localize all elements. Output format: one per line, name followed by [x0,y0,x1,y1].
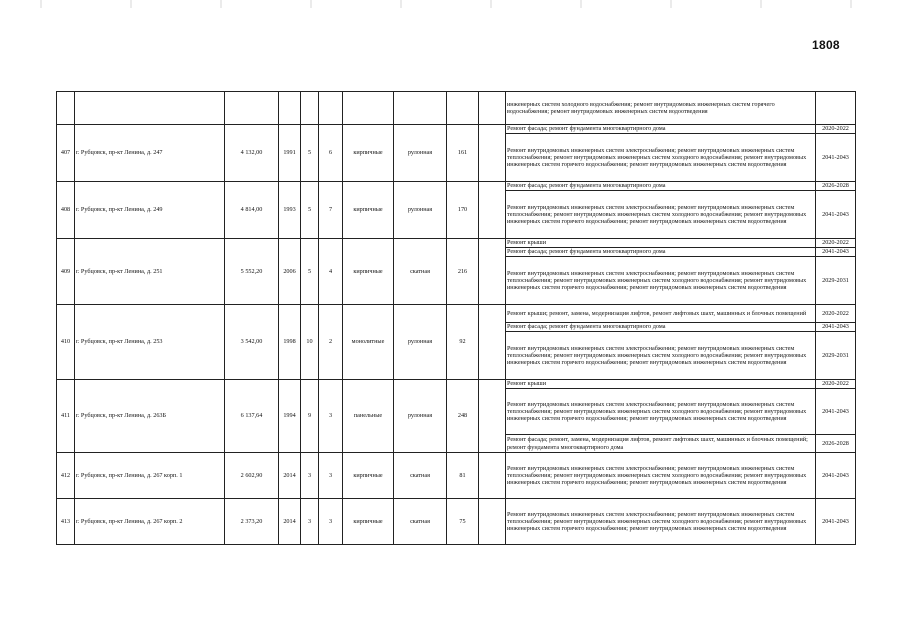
cell-roof: скатная [394,239,447,305]
cell-period: 2020-2022 [816,239,856,248]
cell-period: 2041-2043 [816,134,856,182]
cell-year: 2014 [279,499,301,545]
cell-area: 4 814,00 [225,182,279,239]
cell-area: 2 373,20 [225,499,279,545]
cell-residents: 161 [447,125,479,182]
cell-entrances: 3 [319,453,343,499]
cell-num [57,92,75,125]
cell-floors [301,92,319,125]
cell-works: Ремонт внутридомовых инженерных систем электроснабжения; ремонт внутридомовых инженерных систем теплоснабжения; ремонт внутридомовых инженерных систем холодного водоснабжения; ремонт внутридомовых инженерных систем горячего водоснабжения; ремонт внутридомовых инженерных систем водоотведения [506,389,816,435]
cell-blank [479,125,506,182]
cell-wall: кирпичные [343,125,394,182]
cell-num: 410 [57,305,75,380]
cell-period [816,92,856,125]
cell-roof: рулонная [394,182,447,239]
cell-period: 2041-2043 [816,453,856,499]
cell-works: Ремонт внутридомовых инженерных систем электроснабжения; ремонт внутридомовых инженерных систем теплоснабжения; ремонт внутридомовых инженерных систем холодного водоснабжения; ремонт внутридомовых инженерных систем горячего водоснабжения; ремонт внутридомовых инженерных систем водоотведения [506,453,816,499]
table-row [57,305,856,323]
cell-wall: кирпичные [343,239,394,305]
cell-residents: 92 [447,305,479,380]
cell-period: 2041-2043 [816,248,856,257]
cell-works: инженерных систем холодного водоснабжения; ремонт внутридомовых инженерных систем горячего водоснабжения; ремонт внутридомовых инженерных систем водоотведения [506,92,816,125]
cell-residents: 248 [447,380,479,453]
cell-address: г. Рубцовск, пр-кт Ленина, д. 267 корп. 2 [75,499,225,545]
cell-floors: 3 [301,499,319,545]
cell-area: 2 602,90 [225,453,279,499]
cell-period: 2041-2043 [816,323,856,332]
cell-num: 407 [57,125,75,182]
cell-period: 2020-2022 [816,380,856,389]
cell-year: 2006 [279,239,301,305]
cell-entrances: 4 [319,239,343,305]
cell-roof: скатная [394,499,447,545]
cell-roof: рулонная [394,380,447,453]
cell-period: 2026-2028 [816,435,856,453]
cell-works: Ремонт внутридомовых инженерных систем электроснабжения; ремонт внутридомовых инженерных систем теплоснабжения; ремонт внутридомовых инженерных систем холодного водоснабжения; ремонт внутридомовых инженерных систем горячего водоснабжения; ремонт внутридомовых инженерных систем водоотведения [506,191,816,239]
cell-address: г. Рубцовск, пр-кт Ленина, д. 267 корп. 1 [75,453,225,499]
cell-residents: 216 [447,239,479,305]
cell-works: Ремонт крыши; ремонт, замена, модернизация лифтов, ремонт лифтовых шахт, машинных и блочных помещений [506,305,816,323]
cell-wall: кирпичные [343,499,394,545]
cell-works: Ремонт внутридомовых инженерных систем электроснабжения; ремонт внутридомовых инженерных систем теплоснабжения; ремонт внутридомовых инженерных систем холодного водоснабжения; ремонт внутридомовых инженерных систем горячего водоснабжения; ремонт внутридомовых инженерных систем водоотведения [506,134,816,182]
cell-area: 5 552,20 [225,239,279,305]
cell-works: Ремонт фасада; ремонт фундамента многоквартирного дома [506,182,816,191]
cell-wall: панельные [343,380,394,453]
cell-year: 1998 [279,305,301,380]
cell-address [75,92,225,125]
cell-works: Ремонт фасада; ремонт фундамента многоквартирного дома [506,125,816,134]
cell-residents [447,92,479,125]
table-row [57,453,856,499]
cell-blank [479,453,506,499]
cell-works: Ремонт фасада; ремонт фундамента многоквартирного дома [506,248,816,257]
page-number: 1808 [812,38,840,52]
cell-wall: кирпичные [343,182,394,239]
cell-floors: 3 [301,453,319,499]
cell-entrances: 7 [319,182,343,239]
cell-num: 413 [57,499,75,545]
cell-roof: рулонная [394,125,447,182]
cell-wall: монолитные [343,305,394,380]
table-body [57,92,856,545]
housing-repair-table [56,91,856,545]
cell-period: 2041-2043 [816,191,856,239]
cell-blank [479,92,506,125]
cell-entrances: 2 [319,305,343,380]
table-row [57,239,856,248]
cell-area: 6 137,64 [225,380,279,453]
cell-floors: 5 [301,182,319,239]
cell-period: 2029-2031 [816,332,856,380]
cell-entrances: 3 [319,499,343,545]
cell-residents: 81 [447,453,479,499]
cell-period: 2026-2028 [816,182,856,191]
cell-num: 409 [57,239,75,305]
cell-roof [394,92,447,125]
cell-entrances: 6 [319,125,343,182]
cell-works: Ремонт фасада; ремонт, замена, модернизация лифтов, ремонт лифтовых шахт, машинных и блочных помещений; ремонт фундамента многоквартирного дома [506,435,816,453]
cell-period: 2020-2022 [816,305,856,323]
cell-works: Ремонт фасада; ремонт фундамента многоквартирного дома [506,323,816,332]
table-row [57,380,856,389]
cell-address: г. Рубцовск, пр-кт Ленина, д. 263Б [75,380,225,453]
cell-address: г. Рубцовск, пр-кт Ленина, д. 247 [75,125,225,182]
cell-address: г. Рубцовск, пр-кт Ленина, д. 251 [75,239,225,305]
cell-roof: скатная [394,453,447,499]
cell-year [279,92,301,125]
cell-floors: 5 [301,239,319,305]
cell-works: Ремонт внутридомовых инженерных систем электроснабжения; ремонт внутридомовых инженерных систем теплоснабжения; ремонт внутридомовых инженерных систем холодного водоснабжения; ремонт внутридомовых инженерных систем горячего водоснабжения; ремонт внутридомовых инженерных систем водоотведения [506,499,816,545]
cell-blank [479,380,506,453]
cell-blank [479,239,506,305]
cell-works: Ремонт крыши [506,239,816,248]
cell-works: Ремонт внутридомовых инженерных систем электроснабжения; ремонт внутридомовых инженерных систем теплоснабжения; ремонт внутридомовых инженерных систем холодного водоснабжения; ремонт внутридомовых инженерных систем горячего водоснабжения; ремонт внутридомовых инженерных систем водоотведения [506,332,816,380]
cell-year: 2014 [279,453,301,499]
cell-works: Ремонт внутридомовых инженерных систем электроснабжения; ремонт внутридомовых инженерных систем теплоснабжения; ремонт внутридомовых инженерных систем холодного водоснабжения; ремонт внутридомовых инженерных систем горячего водоснабжения; ремонт внутридомовых инженерных систем водоотведения [506,257,816,305]
cell-entrances [319,92,343,125]
cell-year: 1994 [279,380,301,453]
cell-residents: 170 [447,182,479,239]
cell-roof: рулонная [394,305,447,380]
cell-floors: 10 [301,305,319,380]
table-row [57,125,856,134]
cell-num: 411 [57,380,75,453]
cell-blank [479,305,506,380]
cell-residents: 75 [447,499,479,545]
continuation-row [57,92,856,125]
cell-year: 1993 [279,182,301,239]
cell-entrances: 3 [319,380,343,453]
cell-wall: кирпичные [343,453,394,499]
table-row [57,499,856,545]
table-row [57,182,856,191]
cell-blank [479,182,506,239]
cell-blank [479,499,506,545]
cell-num: 408 [57,182,75,239]
cell-year: 1991 [279,125,301,182]
cell-area [225,92,279,125]
scan-noise [0,0,904,8]
cell-period: 2029-2031 [816,257,856,305]
cell-floors: 5 [301,125,319,182]
cell-area: 4 132,00 [225,125,279,182]
cell-period: 2041-2043 [816,389,856,435]
cell-works: Ремонт крыши [506,380,816,389]
cell-period: 2041-2043 [816,499,856,545]
cell-address: г. Рубцовск, пр-кт Ленина, д. 249 [75,182,225,239]
cell-floors: 9 [301,380,319,453]
cell-wall [343,92,394,125]
cell-period: 2020-2022 [816,125,856,134]
cell-address: г. Рубцовск, пр-кт Ленина, д. 253 [75,305,225,380]
cell-num: 412 [57,453,75,499]
cell-area: 3 542,00 [225,305,279,380]
